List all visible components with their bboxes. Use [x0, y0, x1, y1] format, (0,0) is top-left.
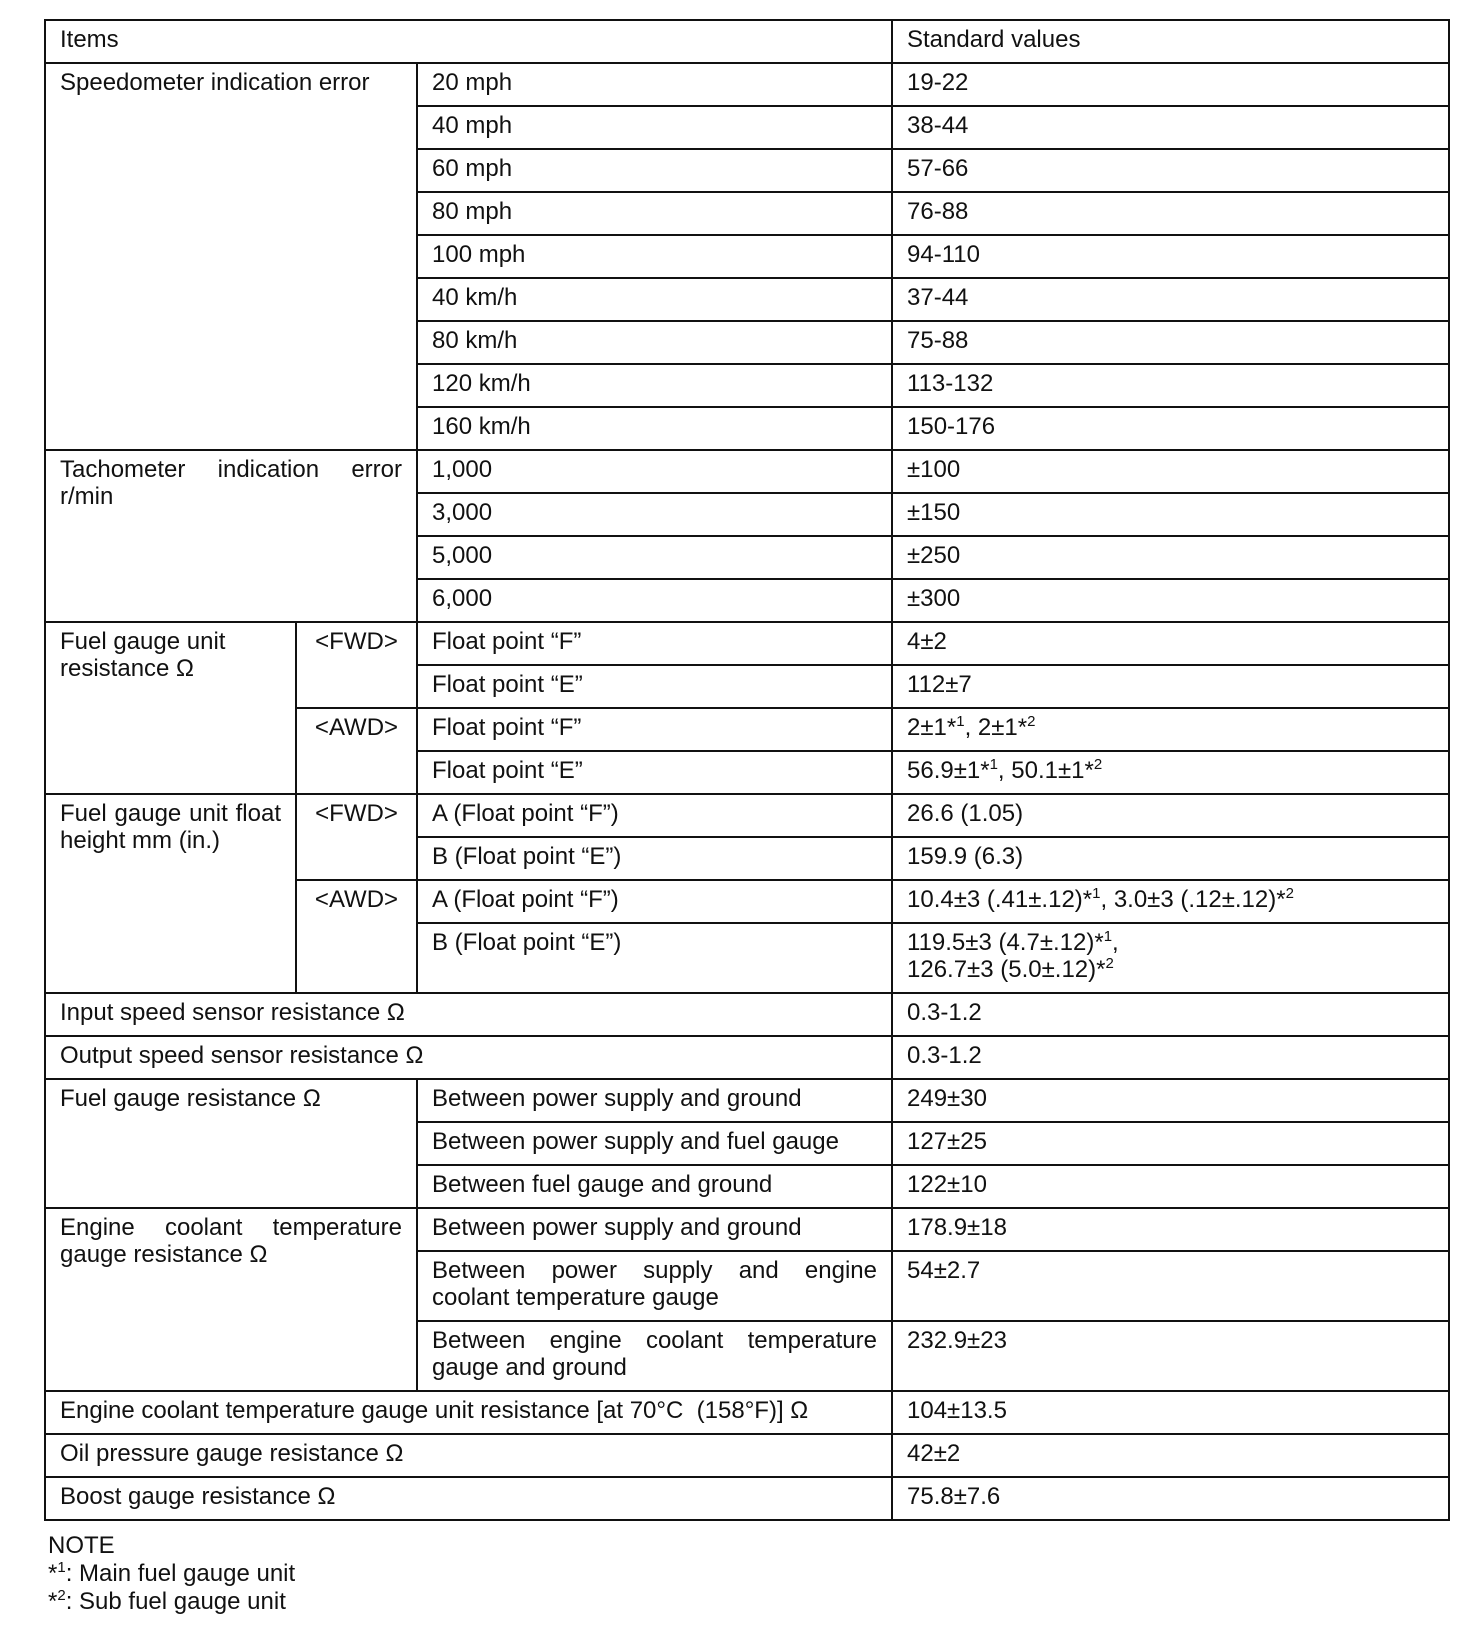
- table-row: [45, 993, 1449, 1036]
- output-speed-label: Output speed sensor resistance Ω: [45, 1036, 892, 1079]
- value-cell: 4±2: [892, 622, 1449, 665]
- condition-cell: Between power supply and ground: [417, 1079, 892, 1122]
- value-cell: ±300: [892, 579, 1449, 622]
- awd-label: <AWD>: [296, 708, 417, 794]
- condition-cell: Float point “E”: [417, 751, 892, 794]
- fuel-unit-resistance-label: Fuel gauge unit resistance Ω: [45, 622, 296, 794]
- value-cell: 75.8±7.6: [892, 1477, 1449, 1520]
- value-cell: 75-88: [892, 321, 1449, 364]
- table-header-row: [45, 20, 1449, 63]
- fuel-gauge-resistance-label: Fuel gauge resistance Ω: [45, 1079, 417, 1208]
- note-section: [48, 1532, 295, 1616]
- value-cell: 94-110: [892, 235, 1449, 278]
- boost-label: Boost gauge resistance Ω: [45, 1477, 892, 1520]
- value-cell: ±150: [892, 493, 1449, 536]
- condition-cell: A (Float point “F”): [417, 794, 892, 837]
- condition-cell: 100 mph: [417, 235, 892, 278]
- condition-cell: 60 mph: [417, 149, 892, 192]
- value-cell: 26.6 (1.05): [892, 794, 1449, 837]
- fwd-label: <FWD>: [296, 622, 417, 708]
- tachometer-label: Tachometer indication error r/min: [45, 450, 417, 622]
- condition-cell: 5,000: [417, 536, 892, 579]
- value-cell: 119.5±3 (4.7±.12)*$^1$, 126.7±3 (5.0±.12)*$^2$: [892, 923, 1449, 993]
- note-title: NOTE: [48, 1532, 115, 1559]
- value-cell: 122±10: [892, 1165, 1449, 1208]
- condition-cell: 3,000: [417, 493, 892, 536]
- table-row: [45, 450, 1449, 493]
- condition-cell: Between power supply and engine coolant temperature gauge: [417, 1251, 892, 1321]
- table-row: [45, 1079, 1449, 1122]
- condition-cell: Between fuel gauge and ground: [417, 1165, 892, 1208]
- value-cell: 56.9±1*$^1$, 50.1±1*$^2$: [892, 751, 1449, 794]
- value-cell: ±100: [892, 450, 1449, 493]
- note-item: *$^2$: Sub fuel gauge unit: [48, 1587, 286, 1615]
- speedometer-label: Speedometer indication error: [45, 63, 417, 450]
- table-row: [45, 1434, 1449, 1477]
- header-standard-values: Standard values: [892, 20, 1449, 63]
- value-cell: 104±13.5: [892, 1391, 1449, 1434]
- standard-values-table: [44, 19, 1450, 1521]
- condition-cell: B (Float point “E”): [417, 837, 892, 880]
- condition-cell: 20 mph: [417, 63, 892, 106]
- value-cell: 54±2.7: [892, 1251, 1449, 1321]
- table-row: [45, 1477, 1449, 1520]
- note-item: *$^1$: Main fuel gauge unit: [48, 1559, 296, 1587]
- fwd-label: <FWD>: [296, 794, 417, 880]
- value-cell: 150-176: [892, 407, 1449, 450]
- condition-cell: Between engine coolant temperature gauge and ground: [417, 1321, 892, 1391]
- value-cell: 127±25: [892, 1122, 1449, 1165]
- value-cell: 10.4±3 (.41±.12)*$^1$, 3.0±3 (.12±.12)*$^2$: [892, 880, 1449, 923]
- condition-cell: A (Float point “F”): [417, 880, 892, 923]
- value-cell: 19-22: [892, 63, 1449, 106]
- condition-cell: Float point “F”: [417, 622, 892, 665]
- value-cell: 38-44: [892, 106, 1449, 149]
- table-row: [45, 1391, 1449, 1434]
- value-cell: 113-132: [892, 364, 1449, 407]
- table-row: [45, 1036, 1449, 1079]
- condition-cell: 40 km/h: [417, 278, 892, 321]
- value-cell: ±250: [892, 536, 1449, 579]
- header-items: Items: [45, 20, 892, 63]
- value-cell: 37-44: [892, 278, 1449, 321]
- value-cell: 178.9±18: [892, 1208, 1449, 1251]
- value-cell: 0.3-1.2: [892, 1036, 1449, 1079]
- input-speed-label: Input speed sensor resistance Ω: [45, 993, 892, 1036]
- condition-cell: Between power supply and ground: [417, 1208, 892, 1251]
- condition-cell: B (Float point “E”): [417, 923, 892, 993]
- table-row: [45, 794, 1449, 837]
- condition-cell: 160 km/h: [417, 407, 892, 450]
- table-row: [45, 63, 1449, 106]
- condition-cell: Float point “F”: [417, 708, 892, 751]
- value-cell: 159.9 (6.3): [892, 837, 1449, 880]
- condition-cell: 80 mph: [417, 192, 892, 235]
- value-cell: 42±2: [892, 1434, 1449, 1477]
- condition-cell: 1,000: [417, 450, 892, 493]
- value-cell: 57-66: [892, 149, 1449, 192]
- oil-pressure-label: Oil pressure gauge resistance Ω: [45, 1434, 892, 1477]
- value-cell: 2±1*$^1$, 2±1*$^2$: [892, 708, 1449, 751]
- value-cell: 232.9±23: [892, 1321, 1449, 1391]
- coolant-gauge-label: Engine coolant temperature gauge resistance Ω: [45, 1208, 417, 1391]
- condition-cell: 80 km/h: [417, 321, 892, 364]
- condition-cell: 40 mph: [417, 106, 892, 149]
- value-cell: 249±30: [892, 1079, 1449, 1122]
- fuel-unit-float-label: Fuel gauge unit float height mm (in.): [45, 794, 296, 993]
- table-row: [45, 1208, 1449, 1251]
- value-cell: 0.3-1.2: [892, 993, 1449, 1036]
- table-row: [45, 622, 1449, 665]
- coolant-unit-label: Engine coolant temperature gauge unit resistance [at 70°C (158°F)] Ω: [45, 1391, 892, 1434]
- condition-cell: Between power supply and fuel gauge: [417, 1122, 892, 1165]
- value-cell: 76-88: [892, 192, 1449, 235]
- condition-cell: 6,000: [417, 579, 892, 622]
- awd-label: <AWD>: [296, 880, 417, 993]
- condition-cell: 120 km/h: [417, 364, 892, 407]
- value-cell: 112±7: [892, 665, 1449, 708]
- condition-cell: Float point “E”: [417, 665, 892, 708]
